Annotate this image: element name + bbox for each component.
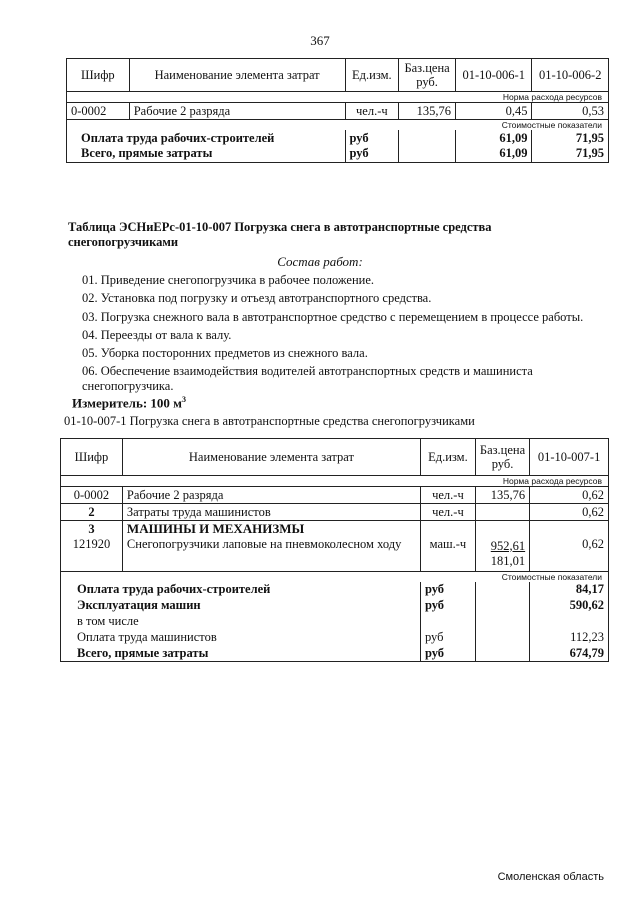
- header-code: Шифр: [67, 59, 130, 92]
- machine-price-total: 952,61: [490, 538, 526, 553]
- total-direct-v1: 674,79: [530, 646, 609, 662]
- row-name: Рабочие 2 разряда: [129, 103, 345, 120]
- resource-table-2: [60, 438, 609, 662]
- total-machines-v1: 590,62: [530, 598, 609, 614]
- row-name: Рабочие 2 разряда: [122, 487, 420, 504]
- header-base-price: Баз.цена руб.: [399, 59, 456, 92]
- machine-unit: маш.-ч: [420, 537, 475, 571]
- machine-v1: 0,62: [530, 537, 609, 571]
- row-unit: чел.-ч: [420, 487, 475, 504]
- page-number: 367: [310, 33, 330, 48]
- row-v2: 0,53: [532, 103, 609, 120]
- operation-item: 05. Уборка посторонних предметов из снежного вала.: [82, 346, 368, 360]
- row-price: [475, 504, 529, 521]
- row-unit: чел.-ч: [345, 103, 399, 120]
- group-name: МАШИНЫ И МЕХАНИЗМЫ: [122, 521, 420, 538]
- row-price: 135,76: [475, 487, 529, 504]
- total-machinist-labor-v1: 112,23: [530, 630, 609, 646]
- total-machinist-labor: Оплата труда машинистов: [61, 630, 421, 646]
- operation-item: 04. Переезды от вала к валу.: [82, 328, 232, 342]
- header-name: Наименование элемента затрат: [129, 59, 345, 92]
- total-labor-v2: 71,95: [532, 130, 609, 146]
- header-col2: 01-10-006-2: [532, 59, 609, 92]
- operation-item: 03. Погрузка снежного вала в автотранспортное средство с перемещением в процессе работы.: [82, 310, 584, 324]
- header-name: Наименование элемента затрат: [122, 439, 420, 476]
- row-code: 2: [61, 504, 123, 521]
- table-code-line: 01-10-007-1 Погрузка снега в автотранспортные средства снегопогрузчиками: [64, 414, 475, 428]
- total-labor-v1: 84,17: [530, 582, 609, 598]
- total-direct-v1: 61,09: [456, 146, 532, 162]
- header-unit: Ед.изм.: [420, 439, 475, 476]
- row-code: 0-0002: [67, 103, 130, 120]
- machine-code: 121920: [61, 537, 123, 571]
- cost-label: Стоимостные показатели: [61, 571, 609, 582]
- total-labor-unit: руб: [420, 582, 475, 598]
- total-machinist-labor-unit: руб: [420, 630, 475, 646]
- norm-label: Норма расхода ресурсов: [67, 92, 609, 103]
- header-unit: Ед.изм.: [345, 59, 399, 92]
- header-col1: 01-10-007-1: [530, 439, 609, 476]
- total-direct-unit: руб: [345, 146, 399, 162]
- machine-price: [475, 537, 529, 571]
- row-v1: 0,62: [530, 487, 609, 504]
- cost-label: Стоимостные показатели: [67, 120, 609, 131]
- total-machines-unit: руб: [420, 598, 475, 614]
- total-labor: Оплата труда рабочих-строителей: [61, 582, 421, 598]
- operation-item: 06. Обеспечение взаимодействия водителей автотранспортных средств и машиниста снегопогрузчика.: [82, 364, 533, 393]
- row-unit: чел.-ч: [420, 504, 475, 521]
- total-labor-unit: руб: [345, 130, 399, 146]
- row-name: Затраты труда машинистов: [122, 504, 420, 521]
- header-col1: 01-10-006-1: [456, 59, 532, 92]
- machine-name: Снегопогрузчики лаповые на пневмоколесном ходу: [122, 537, 420, 571]
- group-code: 3: [61, 521, 123, 538]
- row-code: 0-0002: [61, 487, 123, 504]
- total-direct: Всего, прямые затраты: [67, 146, 346, 162]
- total-direct: Всего, прямые затраты: [61, 646, 421, 662]
- operation-item: 01. Приведение снегопогрузчика в рабочее положение.: [82, 273, 375, 287]
- including-label: в том числе: [61, 614, 421, 630]
- total-machines: Эксплуатация машин: [61, 598, 421, 614]
- total-direct-unit: руб: [420, 646, 475, 662]
- machine-price-labor: 181,01: [490, 553, 526, 568]
- operation-item: 02. Установка под погрузку и отъезд автотранспортного средства.: [82, 291, 432, 305]
- total-labor: Оплата труда рабочих-строителей: [67, 130, 346, 146]
- row-v1: 0,62: [530, 504, 609, 521]
- header-code: Шифр: [61, 439, 123, 476]
- footer-region: Смоленская область: [497, 871, 604, 883]
- section-title: Таблица ЭСНиЕРс-01-10-007 Погрузка снега в автотранспортные средства снегопогрузчиками: [68, 220, 492, 249]
- row-v1: 0,45: [456, 103, 532, 120]
- row-price: 135,76: [399, 103, 456, 120]
- header-base-price: Баз.цена руб.: [475, 439, 529, 476]
- work-composition-heading: Состав работ:: [277, 254, 363, 269]
- norm-label: Норма расхода ресурсов: [61, 476, 609, 487]
- resource-table-1: [66, 58, 609, 163]
- total-labor-v1: 61,09: [456, 130, 532, 146]
- measurer: Измеритель: 100 $м^3$: [72, 395, 187, 411]
- total-direct-v2: 71,95: [532, 146, 609, 162]
